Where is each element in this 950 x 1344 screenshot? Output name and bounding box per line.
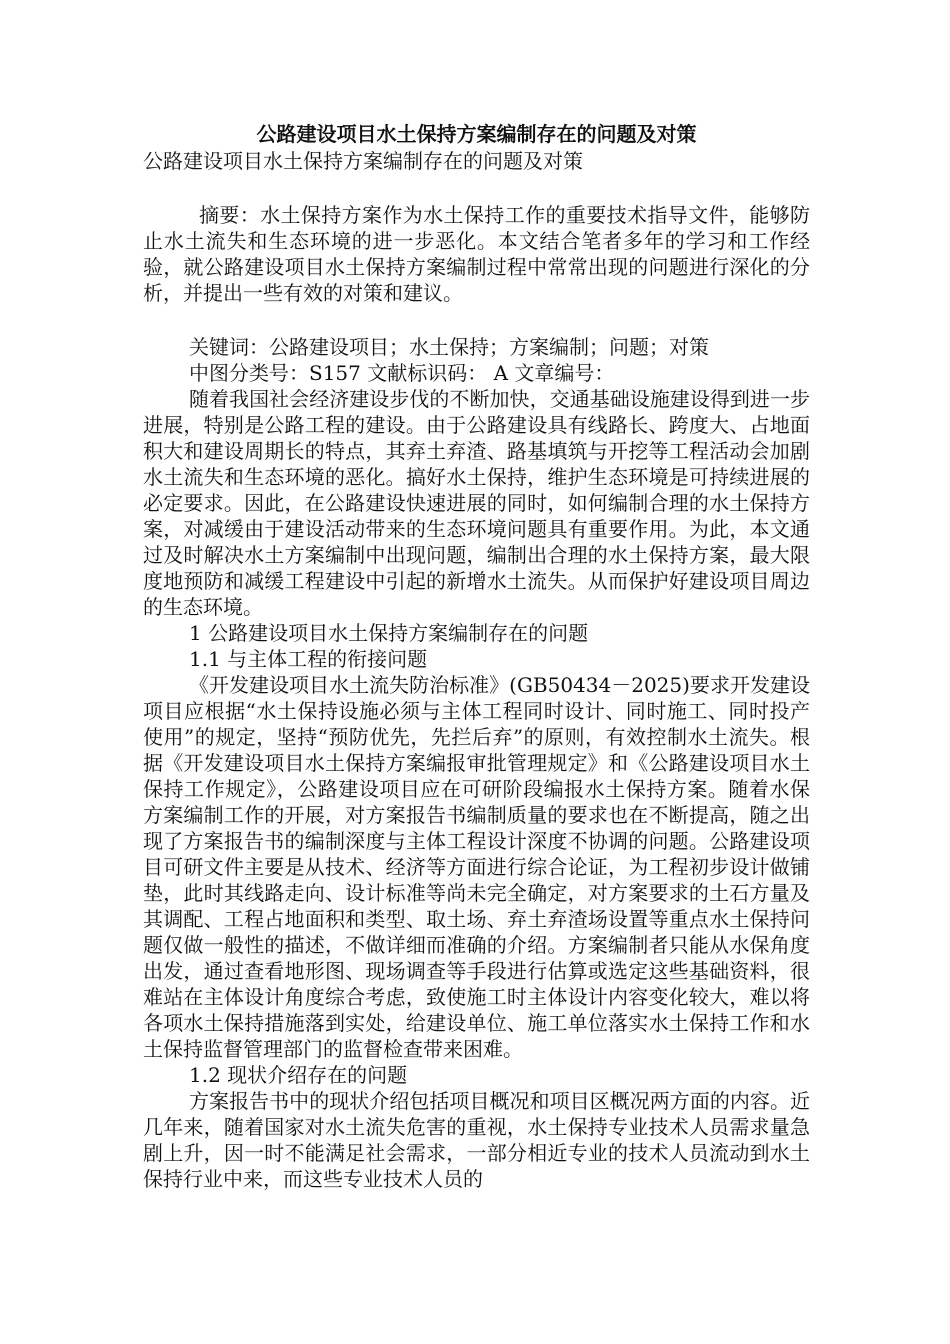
section-1-heading: 1 公路建设项目水土保持方案编制存在的问题 — [189, 621, 589, 645]
intro-paragraph: 随着我国社会经济建设步伐的不断加快，交通基础设施建设得到进一步进展，特别是公路工程的建设。由于公路建设具有线路长、跨度大、占地面积大和建设周期长的特点，其弃土弃渣、路基填筑与开挖等工程活动会加剧水土流失和生态环境的恶化。搞好水土保持，维护生态环境是可持续进展的必定要求。因此，在公路建设快速进展的同时，如何编制合理的水土保持方案，对减缓由于建设活动带来的生态环境问题具有重要作用。为此，本文通过及时解决水土方案编制中出现问题，编制出合理的水土保持方案，最大限度地预防和减缓工程建设中引起的新增水土流失。从而保护好建设项目周边的生态环境。 — [143, 387, 810, 619]
section-1-2-heading: 1.2 现状介绍存在的问题 — [189, 1063, 408, 1087]
document-title: 公路建设项目水土保持方案编制存在的问题及对策 — [256, 122, 697, 146]
keywords-line: 关键词：公路建设项目；水土保持；方案编制；问题；对策 — [189, 335, 709, 359]
section-1-1-paragraph: 《开发建设项目水土流失防治标准》(GB50434－2025)要求开发建设项目应根据“水土保持设施必须与主体工程同时设计、同时施工、同时投产使用”的规定，坚持“预防优先，先拦后弃”的原则，有效控制水土流失。根据《开发建设项目水土保持方案编报审批管理规定》和《公路建设项目水土保持工作规定》，公路建设项目应在可研阶段编报水土保持方案。随着水保方案编制工作的开展，对方案报告书编制质量的要求也在不断提高，随之出现了方案报告书的编制深度与主体工程设计深度不协调的问题。公路建设项目可研文件主要是从技术、经济等方面进行综合论证，为工程初步设计做铺垫，此时其线路走向、设计标准等尚未完全确定，对方案要求的土石方量及其调配、工程占地面积和类型、取土场、弃土弃渣场设置等重点水土保持问题仅做一般性的描述，不做详细而准确的介绍。方案编制者只能从水保角度出发，通过查看地形图、现场调查等手段进行估算或选定这些基础资料，很难站在主体设计角度综合考虑，致使施工时主体设计内容变化较大，难以将各项水土保持措施落到实处，给建设单位、施工单位落实水土保持工作和水土保持监督管理部门的监督检查带来困难。 — [143, 673, 810, 1061]
classification-line: 中图分类号：S157 文献标识码： A 文章编号： — [189, 361, 615, 385]
section-1-2-paragraph: 方案报告书中的现状介绍包括项目概况和项目区概况两方面的内容。近几年来，随着国家对水土流失危害的重视，水土保持专业技术人员需求量急剧上升，因一时不能满足社会需求，一部分相近专业的技术人员流动到水土保持行业中来，而这些专业技术人员的 — [143, 1089, 810, 1191]
document-content — [143, 120, 810, 1192]
document-subtitle: 公路建设项目水土保持方案编制存在的问题及对策 — [143, 149, 583, 173]
section-1-1-heading: 1.1 与主体工程的衔接问题 — [189, 647, 428, 671]
abstract-paragraph: 摘要：水土保持方案作为水土保持工作的重要技术指导文件，能够防止水土流失和生态环境的进一步恶化。本文结合笔者多年的学习和工作经验，就公路建设项目水土保持方案编制过程中常常出现的问题进行深化的分析，并提出一些有效的对策和建议。 — [143, 203, 810, 305]
